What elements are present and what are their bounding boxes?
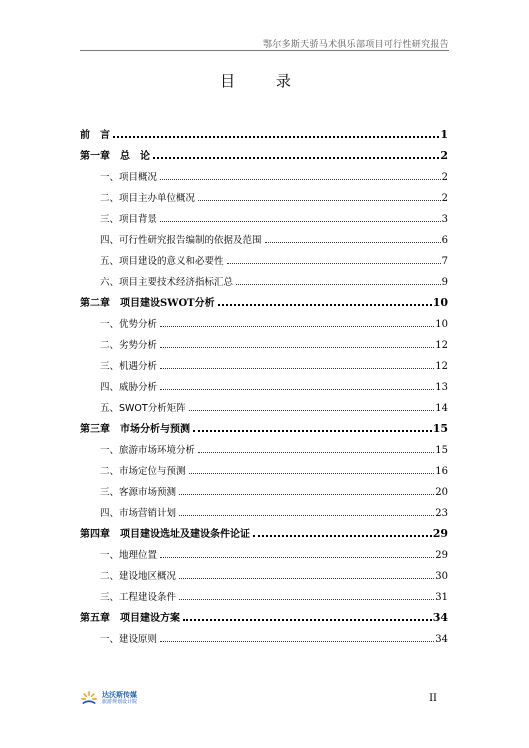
toc-entry-page: 23: [435, 508, 448, 519]
toc-entry-label: 二、建设地区概况: [100, 568, 178, 582]
toc-chapter-row[interactable]: [80, 120, 448, 141]
dot-leader: [253, 535, 432, 537]
toc-section-row[interactable]: [80, 456, 448, 477]
toc-section-row[interactable]: [80, 435, 448, 456]
dot-leader: [189, 410, 435, 411]
dot-leader: [198, 200, 441, 201]
toc-entry-page: 15: [435, 445, 448, 456]
dot-leader: [236, 284, 441, 285]
toc-entry-label: 一、优势分析: [100, 316, 159, 330]
toc-section-row[interactable]: [80, 183, 448, 204]
toc-entry-page: 2: [441, 172, 448, 183]
toc-entry-page: 29: [432, 527, 448, 540]
toc-entry-label: 五、项目建设的意义和必要性: [100, 253, 226, 267]
logo-subtitle: 旅游规划设计院: [102, 699, 138, 706]
dot-leader: [160, 368, 434, 369]
toc-entry-label: 四、可行性研究报告编制的依据及范围: [100, 232, 264, 246]
dot-leader: [160, 179, 441, 180]
dot-leader: [193, 430, 432, 432]
toc-entry-label: 一、地理位置: [100, 547, 159, 561]
toc-section-row[interactable]: [80, 624, 448, 645]
toc-section-row[interactable]: [80, 309, 448, 330]
toc-entry-label: 第五章 项目建设方案: [80, 609, 182, 624]
toc-section-row[interactable]: [80, 372, 448, 393]
dot-leader: [160, 347, 434, 348]
toc-entry-page: 16: [435, 466, 448, 477]
dot-leader: [189, 473, 435, 474]
toc-chapter-row[interactable]: [80, 519, 448, 540]
toc-entry-label: 前 言: [80, 126, 112, 141]
toc-entry-label: 三、客源市场预测: [100, 484, 178, 498]
dot-leader: [160, 641, 434, 642]
toc-entry-page: 2: [441, 193, 448, 204]
dot-leader: [179, 599, 434, 600]
toc-entry-label: 第三章 市场分析与预测: [80, 420, 192, 435]
toc-section-row[interactable]: [80, 498, 448, 519]
toc-entry-label: 五、SWOT分析矩阵: [100, 400, 188, 414]
toc-entry-page: 2: [440, 149, 448, 162]
toc-entry-page: 15: [432, 422, 448, 435]
toc-chapter-row[interactable]: [80, 288, 448, 309]
toc-section-row[interactable]: [80, 204, 448, 225]
dot-leader: [153, 157, 439, 159]
toc-entry-page: 13: [435, 382, 448, 393]
toc-entry-label: 第二章 项目建设SWOT分析: [80, 294, 217, 309]
toc-entry-page: 7: [441, 256, 448, 267]
toc-entry-label: 一、建设原则: [100, 631, 159, 645]
toc-section-row[interactable]: [80, 477, 448, 498]
toc-entry-label: 一、项目概况: [100, 169, 159, 183]
dot-leader: [160, 221, 441, 222]
toc-section-row[interactable]: [80, 561, 448, 582]
toc-section-row[interactable]: [80, 582, 448, 603]
toc-entry-page: 20: [435, 487, 448, 498]
logo-name: 达沃斯传媒: [102, 691, 137, 700]
toc-entry-page: 31: [435, 592, 448, 603]
toc-entry-label: 四、市场营销计划: [100, 505, 178, 519]
toc-entry-label: 二、市场定位与预测: [100, 463, 188, 477]
toc-entry-label: 三、机遇分析: [100, 358, 159, 372]
toc-entry-label: 六、项目主要技术经济指标汇总: [100, 274, 235, 288]
toc-section-row[interactable]: [80, 351, 448, 372]
toc-entry-page: 10: [432, 296, 448, 309]
dot-leader: [160, 557, 434, 558]
dot-leader: [160, 326, 434, 327]
toc-entry-page: 3: [441, 214, 448, 225]
toc-entry-page: 1: [440, 128, 448, 141]
page-title: 目 录: [220, 72, 309, 90]
dot-leader: [227, 263, 441, 264]
dot-leader: [160, 389, 434, 390]
toc-entry-page: 30: [435, 571, 448, 582]
toc-entry-page: 34: [432, 611, 448, 624]
toc-section-row[interactable]: [80, 162, 448, 183]
toc-entry-page: 12: [435, 340, 448, 351]
toc-entry-page: 6: [441, 235, 448, 246]
dot-leader: [198, 452, 434, 453]
toc-entry-label: 三、项目背景: [100, 211, 159, 225]
sunburst-logo-icon: [80, 690, 98, 708]
toc-entry-label: 四、威胁分析: [100, 379, 159, 393]
toc-entry-page: 34: [435, 634, 448, 645]
toc-section-row[interactable]: [80, 393, 448, 414]
table-of-contents: [80, 120, 448, 645]
publisher-logo: [80, 690, 137, 708]
toc-entry-label: 二、劣势分析: [100, 337, 159, 351]
toc-entry-label: 二、项目主办单位概况: [100, 190, 197, 204]
toc-chapter-row[interactable]: [80, 603, 448, 624]
toc-entry-label: 一、旅游市场环境分析: [100, 442, 197, 456]
toc-section-row[interactable]: [80, 540, 448, 561]
toc-entry-page: 9: [441, 277, 448, 288]
dot-leader: [265, 242, 441, 243]
toc-entry-label: 三、工程建设条件: [100, 589, 178, 603]
toc-chapter-row[interactable]: [80, 414, 448, 435]
toc-entry-page: 12: [435, 361, 448, 372]
header-rule: [80, 50, 449, 51]
toc-section-row[interactable]: [80, 246, 448, 267]
dot-leader: [218, 304, 432, 306]
dot-leader: [113, 136, 439, 138]
toc-entry-label: 第四章 项目建设选址及建设条件论证: [80, 525, 252, 540]
dot-leader: [183, 619, 432, 621]
running-header: 鄂尔多斯天骄马术俱乐部项目可行性研究报告: [262, 40, 449, 50]
dot-leader: [179, 515, 434, 516]
toc-entry-label: 第一章 总 论: [80, 147, 152, 162]
toc-section-row[interactable]: [80, 225, 448, 246]
dot-leader: [179, 494, 434, 495]
toc-chapter-row[interactable]: [80, 141, 448, 162]
toc-entry-page: 29: [435, 550, 448, 561]
toc-entry-page: 14: [435, 403, 448, 414]
dot-leader: [179, 578, 434, 579]
toc-entry-page: 10: [435, 319, 448, 330]
page-number: II: [429, 693, 437, 704]
toc-section-row[interactable]: [80, 330, 448, 351]
toc-section-row[interactable]: [80, 267, 448, 288]
